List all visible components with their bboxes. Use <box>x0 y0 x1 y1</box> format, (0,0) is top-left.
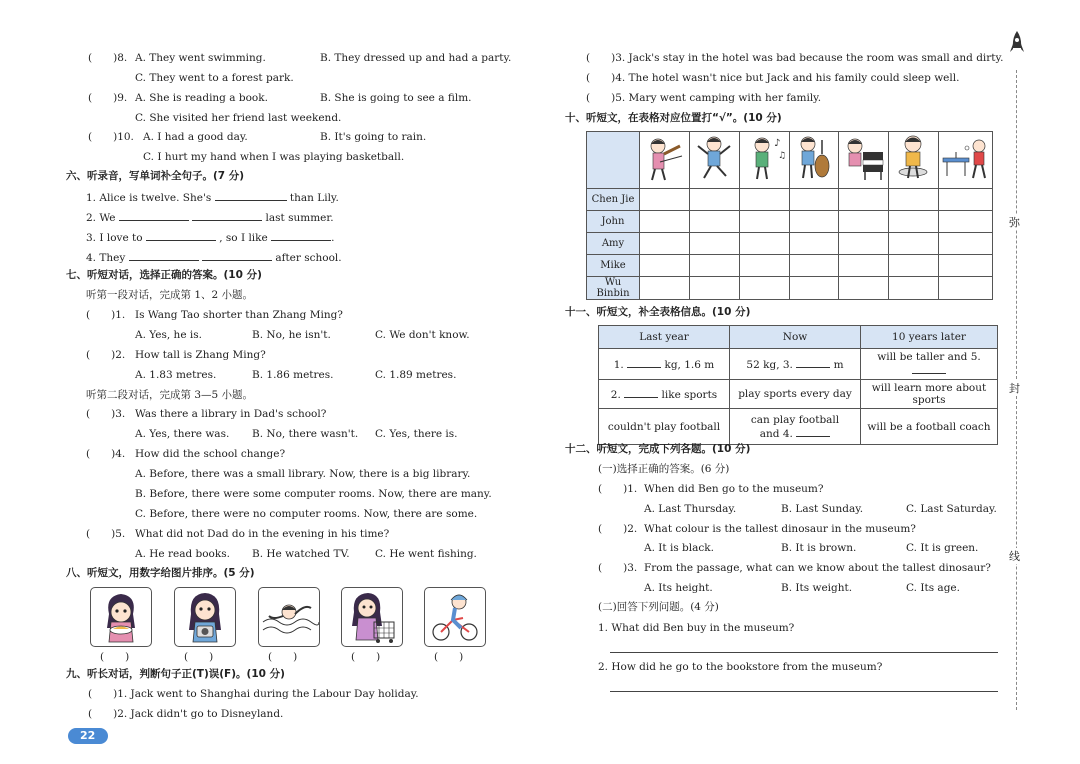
s9-q3: ( )3. Jack's stay in the hotel was bad because the room was small and dirty. <box>586 52 1004 64</box>
swimming-illustration <box>259 588 319 646</box>
blank-label-5: will be taller and 5. <box>877 351 981 363</box>
seal-label-3: 线 <box>1009 550 1020 563</box>
page-number: 22 <box>80 729 96 742</box>
s7-q4-question: How did the school change? <box>135 448 286 460</box>
s12-open-q1: 1. What did Ben buy in the museum? <box>598 622 795 634</box>
answer-blank-3[interactable] <box>796 357 830 368</box>
q10-option-c: C. I hurt my hand when I was playing basketball. <box>143 151 405 163</box>
rocket-icon <box>1010 30 1024 56</box>
girl-camera-illustration <box>175 588 235 646</box>
section11-title: 十一、听短文，补全表格信息。(10 分) <box>565 306 751 318</box>
s7-q2-option-a: A. 1.83 metres. <box>135 369 217 381</box>
cell: play sports every day <box>730 380 861 409</box>
picture-girl-shopping <box>341 587 403 647</box>
girl-shopping-illustration <box>342 588 402 646</box>
picture-girl-camera <box>174 587 236 647</box>
s7-q5-question: What did not Dad do in the evening in his time? <box>135 528 390 540</box>
q9-option-c: C. She visited her friend last weekend. <box>135 112 342 124</box>
activity-check-table <box>586 131 993 300</box>
s6-l1-text-a: 1. Alice is twelve. She's <box>86 192 212 204</box>
cell <box>599 349 730 380</box>
header-last-year: Last year <box>599 326 730 349</box>
s6-line4 <box>86 250 342 265</box>
boy-cycling-illustration <box>425 588 485 646</box>
s6-line2 <box>86 210 334 225</box>
s7-q5-option-a: A. He read books. <box>135 548 230 560</box>
table-row <box>587 277 993 300</box>
section10-title: 十、听短文，在表格对应位置打“√”。(10 分) <box>565 112 782 124</box>
table-corner-cell <box>587 132 640 189</box>
s6-line1 <box>86 190 339 205</box>
s7-sub2: 听第二段对话，完成第 3—5 小题。 <box>86 389 254 401</box>
s8-answer-1[interactable]: ( ) <box>100 651 130 663</box>
picture-boy-cycling <box>424 587 486 647</box>
blank-label-2: 2. <box>610 389 621 401</box>
s9-q4: ( )4. The hotel wasn't nice but Jack and his family could sleep well. <box>586 72 960 84</box>
s7-q3-question: Was there a library in Dad's school? <box>135 408 327 420</box>
picture-swimming <box>258 587 320 647</box>
q8-option-a: A. They went swimming. <box>135 52 266 64</box>
cell <box>730 409 861 445</box>
q10-number: ( )10. <box>88 131 134 143</box>
s12-q3-question: From the passage, what can we know about the tallest dinosaur? <box>644 562 991 574</box>
check-cell[interactable] <box>689 233 739 255</box>
s7-q1-option-b: B. No, he isn't. <box>252 329 331 341</box>
answer-line-1[interactable] <box>610 652 998 653</box>
s8-answer-3[interactable]: ( ) <box>268 651 298 663</box>
icon-cell-cooking <box>889 132 939 189</box>
s12-part2: (二)回答下列问题。(4 分) <box>598 601 719 613</box>
check-cell[interactable] <box>889 211 939 233</box>
q9-option-a: A. She is reading a book. <box>135 92 268 104</box>
answer-line-2[interactable] <box>610 691 998 692</box>
cell-text: can play football <box>750 413 840 426</box>
s7-q4-option-b: B. Before, there were some computer rooms. Now, there are many. <box>135 488 492 500</box>
s6-l3-text-a: 3. I love to <box>86 232 143 244</box>
s8-answer-4[interactable]: ( ) <box>351 651 381 663</box>
cell-text: m <box>833 359 844 371</box>
check-cell[interactable] <box>789 255 839 277</box>
s6-blank-7[interactable] <box>202 250 272 261</box>
name-cell: Mike <box>587 255 640 277</box>
icon-cell-piano <box>839 132 889 189</box>
icon-cell-cello <box>789 132 839 189</box>
q10-option-b: B. It's going to rain. <box>320 131 427 143</box>
cell: couldn't play football <box>599 409 730 445</box>
check-cell[interactable] <box>689 255 739 277</box>
s6-l2-text-b: last summer. <box>265 212 334 224</box>
s12-q1-option-a: A. Last Thursday. <box>644 503 737 515</box>
check-cell[interactable] <box>889 255 939 277</box>
s7-q2-question: How tall is Zhang Ming? <box>135 349 266 361</box>
check-cell[interactable] <box>689 211 739 233</box>
s9-q5: ( )5. Mary went camping with her family. <box>586 92 822 104</box>
s12-q1-number: ( )1. <box>598 483 638 495</box>
dancing-icon <box>690 132 738 184</box>
s7-q4-option-a: A. Before, there was a small library. Now, there is a big library. <box>135 468 471 480</box>
seal-label-2: 封 <box>1009 382 1020 395</box>
s6-l1-text-b: than Lily. <box>289 192 339 204</box>
cell-text: like sports <box>661 389 718 401</box>
check-cell[interactable] <box>839 233 889 255</box>
check-cell[interactable] <box>889 233 939 255</box>
section6-title: 六、听录音，写单词补全句子。(7 分) <box>66 170 245 182</box>
icon-cell-dancing <box>689 132 739 189</box>
violin-icon <box>640 132 688 184</box>
s7-q1-question: Is Wang Tao shorter than Zhang Ming? <box>135 309 343 321</box>
check-cell[interactable] <box>739 255 789 277</box>
check-cell[interactable] <box>839 211 889 233</box>
section9-title: 九、听长对话，判断句子正(T)误(F)。(10 分) <box>66 668 285 680</box>
q8-number: ( )8. <box>88 52 128 64</box>
info-table <box>598 325 998 445</box>
s12-q1-option-c: C. Last Saturday. <box>906 503 997 515</box>
table-row <box>587 189 993 211</box>
s12-part1: (一)选择正确的答案。(6 分) <box>598 463 730 475</box>
cell <box>730 349 861 380</box>
q8-option-c: C. They went to a forest park. <box>135 72 294 84</box>
table-row <box>587 255 993 277</box>
check-cell[interactable] <box>640 255 690 277</box>
s6-blank-1[interactable] <box>215 190 287 201</box>
header-10-years-later: 10 years later <box>861 326 998 349</box>
check-cell[interactable] <box>939 189 993 211</box>
svg-text:♫: ♫ <box>777 151 786 161</box>
blank-label-3: 52 kg, 3. <box>746 359 793 371</box>
section12-title: 十二、听短文，完成下列各题。(10 分) <box>565 443 751 455</box>
seal-label-1: 弥 <box>1009 216 1020 229</box>
cell-text: kg, 1.6 m <box>664 359 715 371</box>
s12-q3-option-c: C. Its age. <box>906 582 960 594</box>
name-cell: Chen Jie <box>587 189 640 211</box>
check-cell[interactable] <box>789 277 839 300</box>
ping-pong-icon <box>939 132 991 184</box>
girl-eating-illustration <box>91 588 151 646</box>
s8-answer-2[interactable]: ( ) <box>184 651 214 663</box>
s7-q3-option-c: C. Yes, there is. <box>375 428 458 440</box>
s7-q4-number: ( )4. <box>86 448 126 460</box>
s7-sub1: 听第一段对话，完成第 1、2 小题。 <box>86 289 254 301</box>
s7-q3-number: ( )3. <box>86 408 126 420</box>
table-row <box>599 349 998 380</box>
header-now: Now <box>730 326 861 349</box>
blank-label-4: and 4. <box>759 427 793 440</box>
section7-title: 七、听短对话，选择正确的答案。(10 分) <box>66 269 262 281</box>
s7-q5-option-b: B. He watched TV. <box>252 548 350 560</box>
s7-q2-number: ( )2. <box>86 349 126 361</box>
s12-q2-option-a: A. It is black. <box>644 542 714 554</box>
check-cell[interactable] <box>939 255 993 277</box>
name-cell: John <box>587 211 640 233</box>
check-cell[interactable] <box>640 277 690 300</box>
answer-blank-1[interactable] <box>627 357 661 368</box>
s7-q1-option-c: C. We don't know. <box>375 329 470 341</box>
table-header-row <box>587 132 993 189</box>
check-cell[interactable] <box>839 277 889 300</box>
s7-q3-option-b: B. No, there wasn't. <box>252 428 359 440</box>
s6-l3-text-c: . <box>331 232 335 244</box>
table-row <box>599 409 998 445</box>
s7-q3-option-a: A. Yes, there was. <box>135 428 230 440</box>
s6-blank-5[interactable] <box>271 230 331 241</box>
check-cell[interactable] <box>789 189 839 211</box>
s6-l3-text-b: , so I like <box>219 232 268 244</box>
cell: will learn more about sports <box>861 380 998 409</box>
check-cell[interactable] <box>739 211 789 233</box>
s12-q2-option-c: C. It is green. <box>906 542 979 554</box>
check-cell[interactable] <box>939 211 993 233</box>
s6-line3 <box>86 230 334 245</box>
check-cell[interactable] <box>889 189 939 211</box>
icon-cell-violin <box>640 132 690 189</box>
s12-q2-question: What colour is the tallest dinosaur in the museum? <box>644 523 916 535</box>
section8-title: 八、听短文，用数字给图片排序。(5 分) <box>66 567 255 579</box>
check-cell[interactable] <box>739 233 789 255</box>
table-row <box>599 380 998 409</box>
s6-l2-text-a: 2. We <box>86 212 116 224</box>
answer-blank-2[interactable] <box>624 387 658 398</box>
s12-q1-option-b: B. Last Sunday. <box>781 503 864 515</box>
cell <box>599 380 730 409</box>
check-cell[interactable] <box>640 211 690 233</box>
s6-blank-2[interactable] <box>119 210 189 221</box>
name-cell: Amy <box>587 233 640 255</box>
s6-blank-3[interactable] <box>192 210 262 221</box>
s9-q1: ( )1. Jack went to Shanghai during the Labour Day holiday. <box>88 688 419 700</box>
cooking-icon <box>889 132 937 184</box>
check-cell[interactable] <box>739 189 789 211</box>
s6-l4-text-a: 4. They <box>86 252 126 264</box>
table-row <box>587 233 993 255</box>
answer-blank-5[interactable] <box>912 363 946 374</box>
answer-blank-4[interactable] <box>796 426 830 437</box>
name-cell: Wu Binbin <box>587 277 640 300</box>
q8-option-b: B. They dressed up and had a party. <box>320 52 512 64</box>
s6-blank-6[interactable] <box>129 250 199 261</box>
s6-l4-text-b: after school. <box>275 252 342 264</box>
page-number-badge <box>68 728 108 744</box>
icon-cell-ping-pong <box>939 132 993 189</box>
s7-q2-option-c: C. 1.89 metres. <box>375 369 457 381</box>
s6-blank-4[interactable] <box>146 230 216 241</box>
s12-q3-option-b: B. Its weight. <box>781 582 853 594</box>
s12-q3-option-a: A. Its height. <box>644 582 713 594</box>
cell: will be a football coach <box>861 409 998 445</box>
check-cell[interactable] <box>889 277 939 300</box>
check-cell[interactable] <box>739 277 789 300</box>
s7-q1-number: ( )1. <box>86 309 126 321</box>
s12-q1-question: When did Ben go to the museum? <box>644 483 824 495</box>
info-table-header <box>599 326 998 349</box>
s12-q2-number: ( )2. <box>598 523 638 535</box>
cello-icon <box>790 132 838 184</box>
s7-q5-option-c: C. He went fishing. <box>375 548 477 560</box>
check-cell[interactable] <box>789 211 839 233</box>
check-cell[interactable] <box>939 233 993 255</box>
s12-open-q2: 2. How did he go to the bookstore from the museum? <box>598 661 883 673</box>
check-cell[interactable] <box>689 189 739 211</box>
s7-q4-option-c: C. Before, there were no computer rooms. Now, there are some. <box>135 508 478 520</box>
q9-option-b: B. She is going to see a film. <box>320 92 472 104</box>
svg-text:♪: ♪ <box>773 138 781 149</box>
s12-q3-number: ( )3. <box>598 562 638 574</box>
icon-cell-singing <box>739 132 789 189</box>
cell <box>861 349 998 380</box>
blank-label-1: 1. <box>613 359 624 371</box>
check-cell[interactable] <box>789 233 839 255</box>
check-cell[interactable] <box>640 189 690 211</box>
q9-number: ( )9. <box>88 92 128 104</box>
piano-icon <box>839 132 887 184</box>
s7-q2-option-b: B. 1.86 metres. <box>252 369 334 381</box>
s8-answer-5[interactable]: ( ) <box>434 651 464 663</box>
q10-option-a: A. I had a good day. <box>143 131 248 143</box>
check-cell[interactable] <box>839 189 889 211</box>
check-cell[interactable] <box>689 277 739 300</box>
s7-q5-number: ( )5. <box>86 528 126 540</box>
s12-q2-option-b: B. It is brown. <box>781 542 857 554</box>
check-cell[interactable] <box>640 233 690 255</box>
s7-q1-option-a: A. Yes, he is. <box>135 329 202 341</box>
s9-q2: ( )2. Jack didn't go to Disneyland. <box>88 708 284 720</box>
check-cell[interactable] <box>839 255 889 277</box>
check-cell[interactable] <box>939 277 993 300</box>
singing-icon <box>740 132 788 184</box>
table-row <box>587 211 993 233</box>
picture-girl-eating <box>90 587 152 647</box>
